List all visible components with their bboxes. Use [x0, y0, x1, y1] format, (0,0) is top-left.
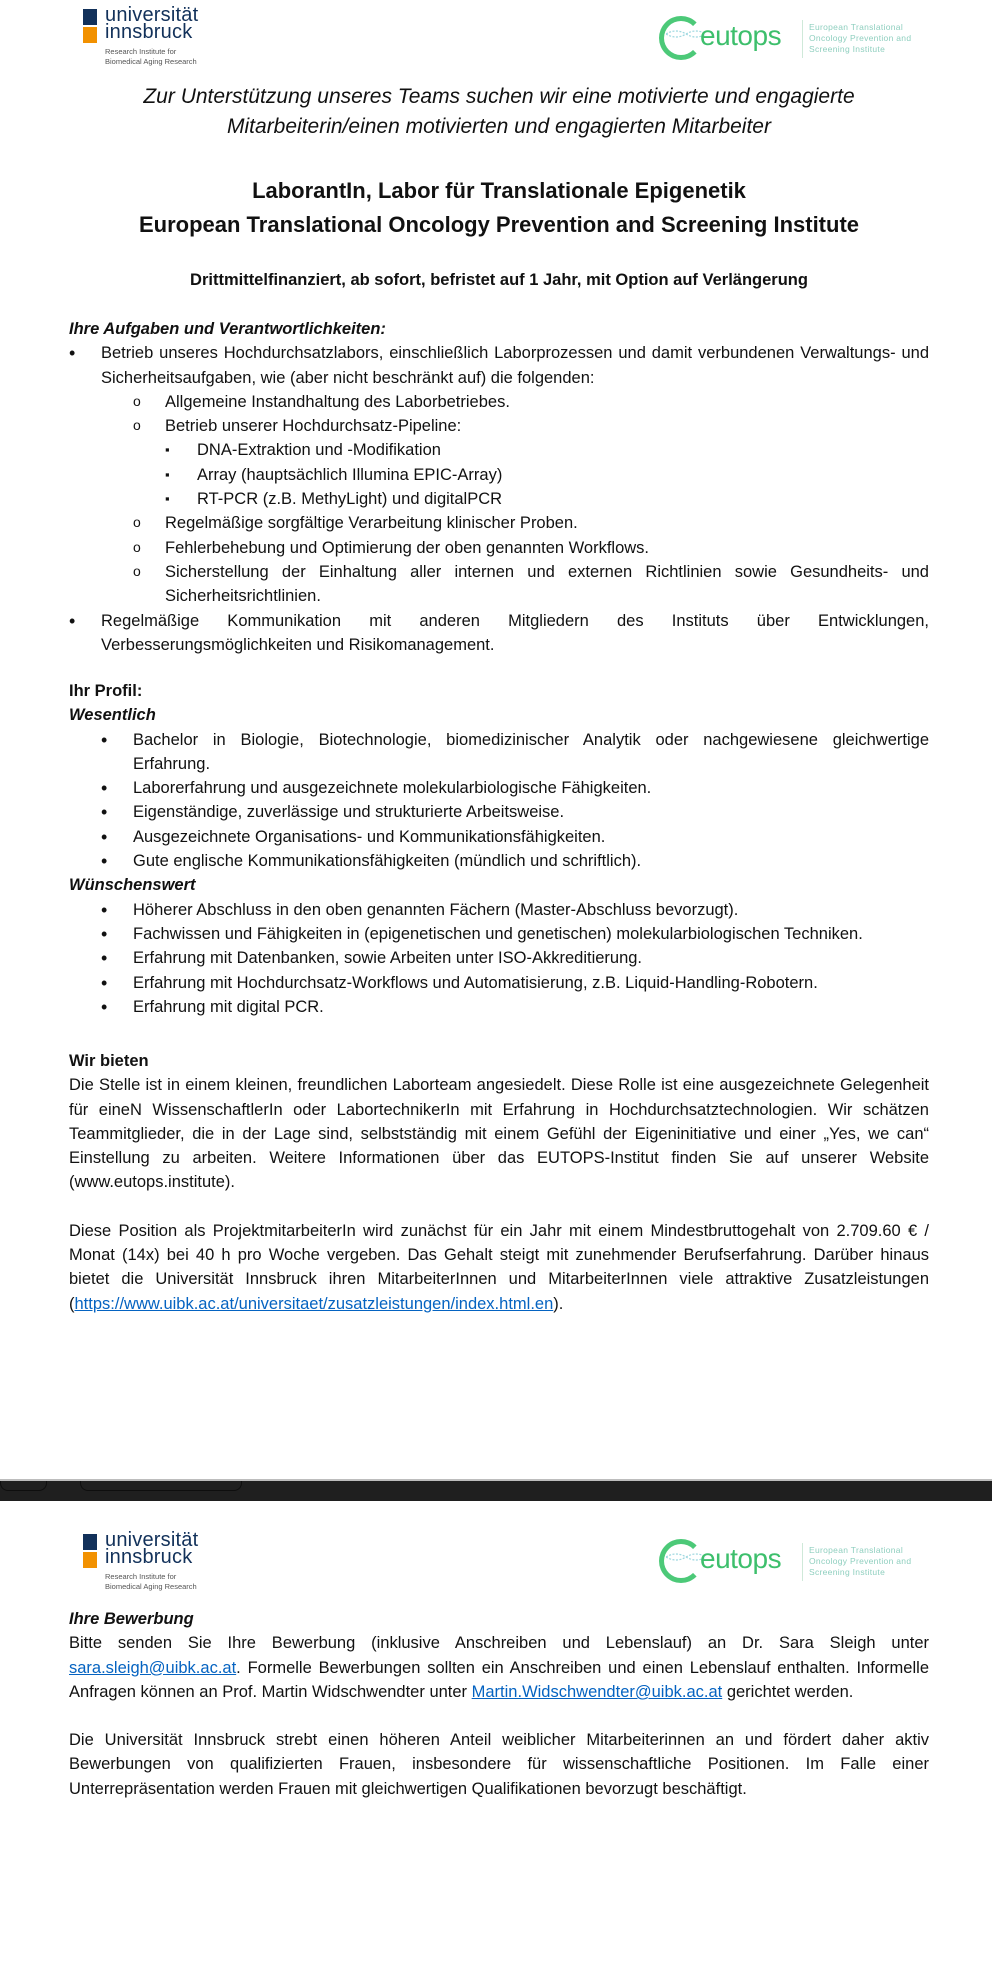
- eutops-subtitle-line: European Translational: [809, 22, 904, 32]
- logo-subtitle: [105, 1572, 197, 1592]
- institute-name: European Translational Oncology Prevention and Screening Institute: [138, 212, 860, 237]
- desirable-item: • Erfahrung mit Hochdurchsatz-Workflows und Automatisierung, z.B. Liquid-Handling-Robotern.: [101, 971, 929, 995]
- task-subitem: [133, 414, 929, 438]
- task-subitem: o Regelmäßige sorgfältige Verarbeitung klinischer Proben.: [133, 511, 929, 535]
- eutops-subtitle-line: Oncology Prevention and: [809, 33, 912, 43]
- offer-section: [69, 1049, 929, 1316]
- logo-square-orange: [83, 27, 97, 43]
- application-paragraph: [69, 1631, 929, 1704]
- pipeline-item: ▪ Array (hauptsächlich Illumina EPIC-Array): [165, 463, 929, 487]
- eutops-subtitle-line: European Translational: [809, 1545, 904, 1555]
- eutops-logo: [656, 1533, 936, 1593]
- document-page-2: [0, 1501, 992, 1976]
- email-link-widschwendter[interactable]: Martin.Widschwendter@uibk.ac.at: [471, 1682, 723, 1701]
- logo-text-innsbruck: innsbruck: [105, 1546, 193, 1568]
- essential-item: • Ausgezeichnete Organisations- und Kommunikationsfähigkeiten.: [101, 825, 929, 849]
- application-heading: Ihre Bewerbung: [69, 1610, 194, 1628]
- essential-heading: Wesentlich: [69, 706, 156, 725]
- eutops-subtitle: [809, 22, 911, 55]
- divider-tab: [0, 1481, 47, 1491]
- salary-text-end: ).: [553, 1294, 564, 1313]
- logo-text-innsbruck: innsbruck: [105, 21, 193, 43]
- task-item: • Regelmäßige Kommunikation mit anderen Mitgliedern des Instituts über Entwicklungen, Verbesserungsmöglichkeiten und Risikomanagement.: [69, 609, 929, 658]
- task-subitem: o Fehlerbehebung und Optimierung der oben genannten Workflows.: [133, 536, 929, 560]
- desirable-heading: Wünschenswert: [69, 876, 196, 895]
- task-subitem: o Allgemeine Instandhaltung des Laborbetriebes.: [133, 390, 929, 414]
- logo-subtitle-line: Biomedical Aging Research: [105, 57, 197, 66]
- profile-heading: Ihr Profil:: [69, 682, 143, 700]
- spacer: [69, 1195, 929, 1219]
- logo-subtitle-line: Research Institute for: [105, 1572, 177, 1581]
- intro-text: [69, 82, 929, 142]
- university-innsbruck-logo: [83, 1529, 233, 1599]
- desirable-item: • Erfahrung mit Datenbanken, sowie Arbeiten unter ISO-Akkreditierung.: [101, 946, 929, 970]
- job-title: [69, 174, 929, 242]
- divider-tab: [80, 1481, 242, 1491]
- job-title-line: LaborantIn, Labor für Translationale Epigenetik: [252, 178, 746, 203]
- task-subitem-text: o Betrieb unserer Hochdurchsatz-Pipeline:: [165, 417, 462, 436]
- contract-terms: Drittmittelfinanziert, ab sofort, befristet auf 1 Jahr, mit Option auf Verlängerung: [190, 271, 808, 289]
- logo-text-universitaet: universität: [105, 4, 199, 26]
- intro-line: Mitarbeiterin/einen motivierten und engagierten Mitarbeiter: [227, 115, 771, 138]
- eutops-logo: [656, 10, 936, 70]
- email-link-sleigh[interactable]: sara.sleigh@uibk.ac.at: [69, 1658, 237, 1677]
- essential-item: • Eigenständige, zuverlässige und strukturierte Arbeitsweise.: [101, 800, 929, 824]
- logo-separator: [802, 1543, 803, 1581]
- pipeline-item: ▪ DNA-Extraktion und -Modifikation: [165, 438, 929, 462]
- application-section: [69, 1607, 929, 1801]
- task-subitem: o Sicherstellung der Einhaltung aller internen und externen Richtlinien sowie Gesundheits- und Sicherheitsrichtlinien.: [133, 560, 929, 609]
- profile-section: [69, 679, 929, 1019]
- desirable-item: • Erfahrung mit digital PCR.: [101, 995, 929, 1019]
- application-text: Bitte senden Sie Ihre Bewerbung (inklusive Anschreiben und Lebenslauf) an Dr. Sara Sleigh unter: [69, 1634, 929, 1653]
- logo-square-navy: [83, 9, 97, 25]
- essential-item: • Bachelor in Biologie, Biotechnologie, biomedizinischer Analytik oder nachgewiesene gleichwertige Erfahrung.: [101, 728, 929, 777]
- pipeline-item: ▪ RT-PCR (z.B. MethyLight) und digitalPCR: [165, 487, 929, 511]
- eutops-wordmark: eutops: [700, 1543, 782, 1574]
- eutops-subtitle-line: Oncology Prevention and: [809, 1556, 912, 1566]
- tasks-section: [69, 317, 929, 657]
- task-item: [69, 341, 929, 608]
- logo-square-navy: [83, 1534, 97, 1550]
- logo-separator: [802, 20, 803, 58]
- logo-subtitle-line: Research Institute for: [105, 47, 177, 56]
- eutops-wordmark: eutops: [700, 20, 782, 51]
- eutops-subtitle-line: Screening Institute: [809, 1567, 886, 1577]
- logo-text-universitaet: universität: [105, 1529, 199, 1551]
- logo-subtitle-line: Biomedical Aging Research: [105, 1582, 197, 1591]
- essential-item: • Gute englische Kommunikationsfähigkeiten (mündlich und schriftlich).: [101, 849, 929, 873]
- desirable-item: • Höherer Abschluss in den oben genannten Fächern (Master-Abschluss bevorzugt).: [101, 898, 929, 922]
- intro-line: Zur Unterstützung unseres Teams suchen wir eine motivierte und engagierte: [143, 85, 855, 108]
- offer-paragraph: Die Stelle ist in einem kleinen, freundlichen Laborteam angesiedelt. Diese Rolle ist eine ausgezeichnete Gelegenheit für eineN WissenschaftlerIn oder LabortechnikerIn mit Erfahrung in Hochdurchsatztechnologien. Wir schätzen Teammitglieder, die in der Lage sind, selbstständig mit einem Gefühl der Eigeninitiative und einer „Yes, we can“ Einstellung zu arbeiten. Weitere Informationen über das EUTOPS-Institut finden Sie auf unserer Website (www.eutops.institute).: [69, 1076, 929, 1192]
- benefits-link[interactable]: https://www.uibk.ac.at/universitaet/zusatzleistungen/index.html.en: [74, 1294, 554, 1313]
- salary-text: Diese Position als ProjektmitarbeiterIn wird zunächst für ein Jahr mit einem Mindestbruttogehalt von 2.709.60 € / Monat (14x) bei 40 h pro Woche vergeben. Das Gehalt steigt mit zunehmender Berufserfahrung. Darüber hinaus bietet die Universität Innsbruck ihren MitarbeiterInnen und MitarbeiterInnen viele attraktive Zusatzleistungen (: [69, 1221, 929, 1313]
- task-text: • Betrieb unseres Hochdurchsatzlabors, einschließlich Laborprozessen und damit verbundenen Verwaltungs- und Sicherheitsaufgaben, wie (aber nicht beschränkt auf) die folgenden:: [101, 344, 929, 387]
- eutops-subtitle-line: Screening Institute: [809, 44, 886, 54]
- equality-statement: Die Universität Innsbruck strebt einen höheren Anteil weiblicher Mitarbeiterinnen an und fördert daher aktiv Bewerbungen von qualifizierten Frauen, insbesondere für wissenschaftliche Positionen. Im Falle einer Unterrepräsentation werden Frauen mit gleichwertigen Qualifikationen bevorzugt beschäftigt.: [69, 1731, 929, 1798]
- application-text: gerichtet werden.: [722, 1682, 854, 1701]
- logo-square-orange: [83, 1552, 97, 1568]
- application-text: . Formelle Bewerbungen sollten ein Anschreiben und einen Lebenslauf enthalten. Informelle Anfragen können an Prof. Martin Widschwendter unter: [69, 1658, 929, 1701]
- salary-paragraph: [69, 1219, 929, 1316]
- spacer: [69, 1704, 929, 1728]
- tasks-heading: Ihre Aufgaben und Verantwortlichkeiten:: [69, 320, 386, 338]
- essential-item: • Laborerfahrung und ausgezeichnete molekularbiologische Fähigkeiten.: [101, 776, 929, 800]
- desirable-item: • Fachwissen und Fähigkeiten in (epigenetischen und genetischen) molekularbiologischen Techniken.: [101, 922, 929, 946]
- logo-subtitle: [105, 47, 197, 67]
- page-divider: [0, 1479, 992, 1501]
- offer-heading: Wir bieten: [69, 1052, 149, 1070]
- eutops-subtitle: [809, 1545, 911, 1578]
- university-innsbruck-logo: [83, 4, 233, 74]
